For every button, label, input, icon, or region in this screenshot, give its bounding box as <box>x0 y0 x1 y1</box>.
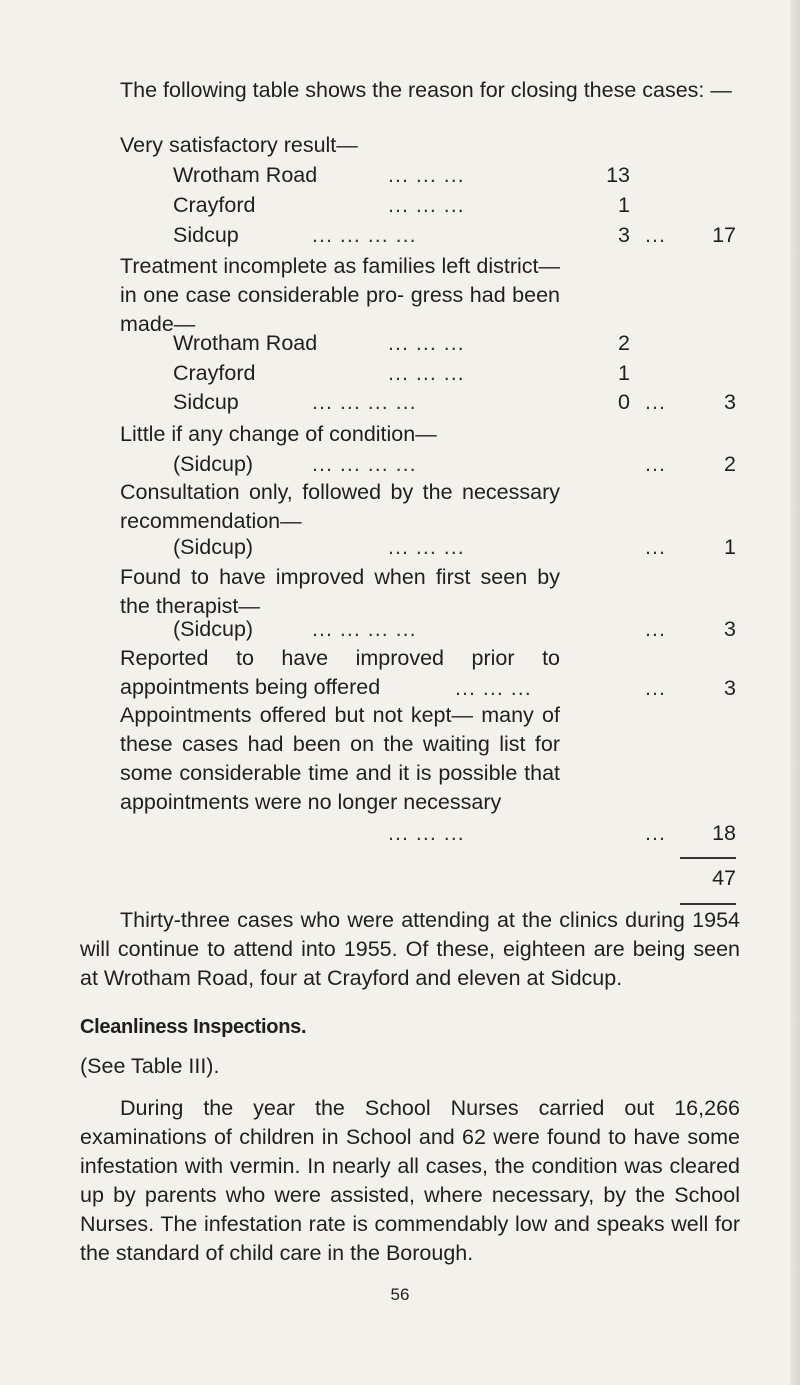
row-label-wrotham-road: Wrotham Road <box>173 163 318 187</box>
row-value-crayford: 1 <box>618 193 630 217</box>
leader-dots: ... ... ... <box>388 361 465 385</box>
category-not-kept-heading: Appointments offered but not kept— many of these cases had been on the waiting list for some considerable time and it is possible that appointments were no longer necessary <box>120 703 560 814</box>
row-label-sidcup: Sidcup <box>173 223 239 247</box>
leader-dots: ... <box>645 452 666 476</box>
cleanliness-paragraph: During the year the School Nurses carried out 16,266 examinations of children in School and 62 were found to have some infestation with vermin. In nearly all cases, the condition was cleared up by parents who were assisted, where necessary, by the School Nurses. The infestation rate is commendably low and speaks well for the standard of child care in the Borough. <box>80 1096 740 1265</box>
leader-dots: ... ... ... <box>455 676 532 700</box>
location-label-sidcup: (Sidcup) <box>173 535 254 559</box>
leader-dots: ... <box>645 676 666 700</box>
leader-dots: ... ... ... <box>388 535 465 559</box>
leader-dots: ... ... ... <box>388 163 465 187</box>
intro-paragraph: The following table shows the reason for closing these cases: — <box>120 78 732 102</box>
row-value-sidcup: 3 <box>618 223 630 247</box>
leader-dots: ... ... ... ... <box>312 223 417 247</box>
category-total-found-improved: 3 <box>724 617 736 641</box>
continuing-cases-paragraph: Thirty-three cases who were attending at the clinics during 1954 will continue to attend into 1955. Of these, eighteen are being seen at Wrotham Road, four at Crayford and eleven at Sidcup. <box>80 908 740 990</box>
category-total-treatment-incomplete: 3 <box>724 390 736 414</box>
category-total-reported-improved: 3 <box>724 676 736 700</box>
page-edge-shadow <box>790 0 800 1385</box>
leader-dots: ... <box>645 617 666 641</box>
row-label-crayford: Crayford <box>173 361 256 385</box>
location-label-sidcup: (Sidcup) <box>173 452 254 476</box>
page-number: 56 <box>390 1285 410 1304</box>
category-found-improved-heading: Found to have improved when first seen by the therapist— <box>120 565 560 618</box>
leader-dots: ... <box>645 535 666 559</box>
category-treatment-incomplete-heading: Treatment incomplete as families left district—in one case considerable pro- gress had been made— <box>120 254 560 336</box>
category-consultation-heading: Consultation only, followed by the necessary recommendation— <box>120 480 560 533</box>
section-heading-cleanliness: Cleanliness Inspections. <box>80 1016 307 1038</box>
grand-total: 47 <box>712 866 736 890</box>
leader-dots: ... ... ... <box>388 193 465 217</box>
category-very-satisfactory-heading: Very satisfactory result— <box>120 133 358 157</box>
category-total-not-kept: 18 <box>712 821 736 845</box>
row-label-crayford: Crayford <box>173 193 256 217</box>
total-rule-bottom <box>680 903 736 905</box>
leader-dots: ... <box>645 821 666 845</box>
location-label-sidcup: (Sidcup) <box>173 617 254 641</box>
category-total-very-satisfactory: 17 <box>712 223 736 247</box>
leader-dots: ... <box>645 390 666 414</box>
category-little-change-heading: Little if any change of condition— <box>120 422 437 446</box>
leader-dots: ... ... ... ... <box>312 452 417 476</box>
leader-dots: ... ... ... <box>388 821 465 845</box>
leader-dots: ... ... ... ... <box>312 390 417 414</box>
category-reported-improved-heading: Reported to have improved prior to appointments being offered <box>120 646 560 699</box>
total-rule-top <box>680 857 736 859</box>
row-value-wrotham-road: 13 <box>606 163 630 187</box>
row-label-sidcup: Sidcup <box>173 390 239 414</box>
category-total-little-change: 2 <box>724 452 736 476</box>
leader-dots: ... ... ... ... <box>312 617 417 641</box>
row-value-crayford: 1 <box>618 361 630 385</box>
row-value-wrotham-road: 2 <box>618 331 630 355</box>
table-reference: (See Table III). <box>80 1054 220 1078</box>
row-label-wrotham-road: Wrotham Road <box>173 331 318 355</box>
leader-dots: ... ... ... <box>388 331 465 355</box>
row-value-sidcup: 0 <box>618 390 630 414</box>
leader-dots: ... <box>645 223 666 247</box>
category-total-consultation: 1 <box>724 535 736 559</box>
